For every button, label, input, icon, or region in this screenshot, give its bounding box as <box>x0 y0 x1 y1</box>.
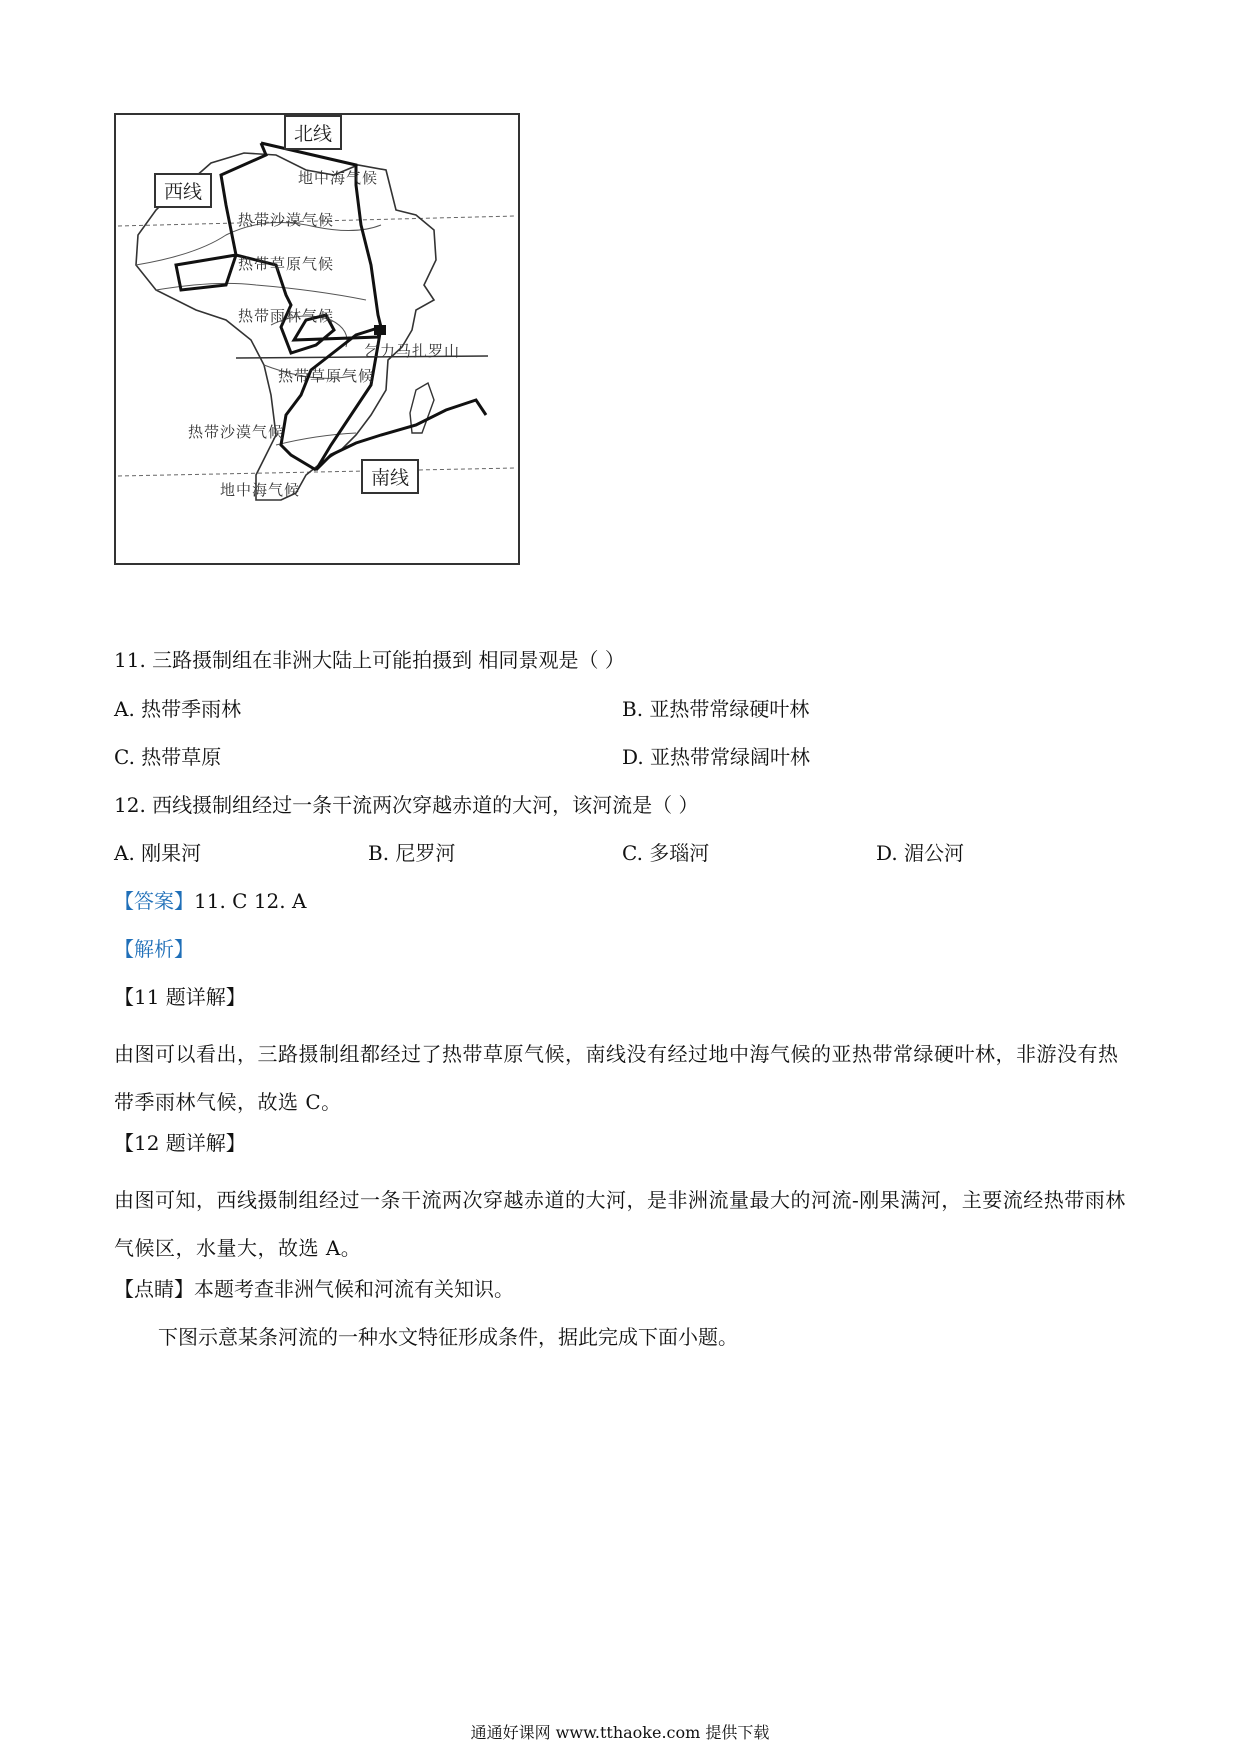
q11-option-a: A. 热带季雨林 <box>114 697 242 721</box>
analysis-tag: 【解析】 <box>114 937 194 961</box>
question-11-stem: 11. 三路摄制组在非洲大陆上可能拍摄到 相同景观是（ ） <box>114 648 625 672</box>
q11-option-c: C. 热带草原 <box>114 745 222 769</box>
label-kilimanjaro: 乞力马扎罗山 <box>364 342 461 360</box>
detail-12-heading: 【12 题详解】 <box>114 1131 246 1155</box>
answer-line <box>114 886 306 916</box>
page-footer: 通通好课网 www.tthaoke.com 提供下载 <box>470 1723 770 1742</box>
label-desert-south: 热带沙漠气候 <box>188 423 285 441</box>
q12-option-d: D. 湄公河 <box>876 841 965 865</box>
africa-climate-map <box>114 113 520 565</box>
q12-option-a: A. 刚果河 <box>114 841 202 865</box>
answer-text: 11. C 12. A <box>194 889 307 913</box>
route-label-north: 北线 <box>284 115 342 150</box>
detail-11-body: 由图可以看出，三路摄制组都经过了热带草原气候，南线没有经过地中海气候的亚热带常绿硬叶林，非游没有热带季雨林气候，故选 C。 <box>114 1042 1119 1114</box>
climate-boundary <box>156 283 366 300</box>
dianjing-note: 【点睛】本题考查非洲气候和河流有关知识。 <box>114 1277 514 1301</box>
label-mediterranean-south: 地中海气候 <box>220 481 301 499</box>
label-savanna-north: 热带草原气候 <box>238 255 335 273</box>
label-rainforest: 热带雨林气候 <box>238 307 335 325</box>
q12-option-c: C. 多瑙河 <box>622 841 710 865</box>
climate-boundary <box>276 433 356 445</box>
label-desert-north: 热带沙漠气候 <box>238 211 335 229</box>
detail-12-body: 由图可知，西线摄制组经过一条干流两次穿越赤道的大河，是非洲流量最大的河流-刚果满河，主要流经热带雨林气候区，水量大，故选 A。 <box>114 1188 1126 1260</box>
answer-tag: 【答案】 <box>114 889 194 913</box>
next-section-intro: 下图示意某条河流的一种水文特征形成条件，据此完成下面小题。 <box>158 1325 738 1349</box>
label-mediterranean-north: 地中海气候 <box>298 169 379 187</box>
q12-option-b: B. 尼罗河 <box>368 841 456 865</box>
label-savanna-south: 热带草原气候 <box>278 367 375 385</box>
q11-option-b: B. 亚热带常绿硬叶林 <box>622 697 810 721</box>
kilimanjaro-marker <box>374 325 386 335</box>
question-12-stem: 12. 西线摄制组经过一条干流两次穿越赤道的大河，该河流是（ ） <box>114 793 699 817</box>
route-label-south: 南线 <box>361 459 419 494</box>
q11-option-d: D. 亚热带常绿阔叶林 <box>622 745 811 769</box>
route-label-west: 西线 <box>154 173 212 208</box>
detail-11-heading: 【11 题详解】 <box>114 985 246 1009</box>
